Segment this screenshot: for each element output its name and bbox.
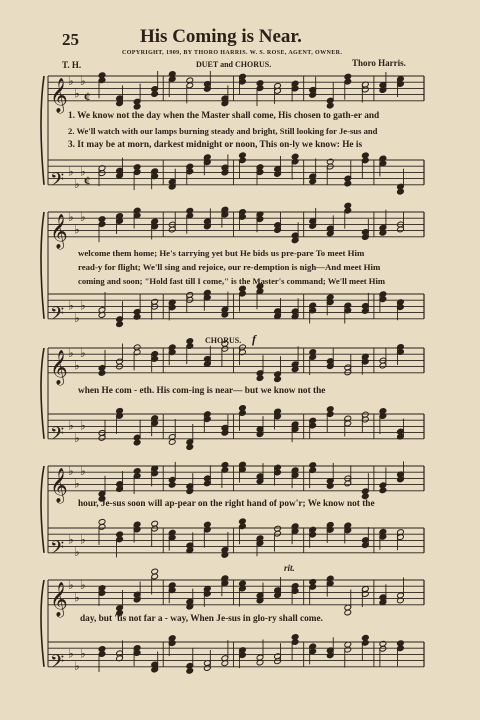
bass-note bbox=[274, 525, 282, 532]
key-flat: ♭ bbox=[68, 646, 74, 661]
bass-note bbox=[168, 439, 176, 446]
system-brace bbox=[41, 212, 44, 319]
bass-note bbox=[239, 518, 247, 525]
key-flat: ♭ bbox=[80, 210, 86, 225]
bass-note bbox=[239, 285, 247, 292]
bass-note bbox=[291, 634, 299, 641]
bass-note bbox=[309, 178, 317, 185]
page-number: 25 bbox=[62, 30, 79, 49]
key-flat: ♭ bbox=[74, 430, 80, 445]
key-flat: ♭ bbox=[68, 298, 74, 313]
chorus-line: when He com - eth. His com-ing is near— but we know not the bbox=[78, 386, 326, 396]
bass-note bbox=[116, 531, 124, 538]
system-brace bbox=[41, 580, 44, 667]
treble-note bbox=[274, 376, 282, 383]
bass-note bbox=[379, 640, 387, 647]
hymn-title: His Coming is Near. bbox=[140, 26, 302, 47]
key-flat: ♭ bbox=[68, 164, 74, 179]
treble-note bbox=[98, 370, 106, 377]
bass-note bbox=[98, 519, 106, 526]
treble-clef: 𝄞 bbox=[50, 349, 68, 385]
system-brace bbox=[41, 348, 44, 439]
treble-note bbox=[326, 483, 334, 490]
key-flat: ♭ bbox=[68, 464, 74, 479]
key-flat: ♭ bbox=[74, 86, 80, 101]
verse-line: welcome them home; He's tarrying yet but He bids us pre-pare To meet Him bbox=[78, 248, 365, 258]
treble-note bbox=[309, 462, 317, 469]
key-flat: ♭ bbox=[80, 346, 86, 361]
treble-clef: 𝄞 bbox=[50, 213, 68, 249]
bass-clef: 𝄢 bbox=[50, 651, 65, 677]
bass-note bbox=[397, 640, 405, 647]
treble-note bbox=[98, 72, 106, 79]
key-flat: ♭ bbox=[80, 74, 86, 89]
treble-note bbox=[344, 609, 352, 616]
bass-note bbox=[133, 439, 141, 446]
treble-note bbox=[151, 91, 159, 98]
bass-note bbox=[116, 321, 124, 328]
treble-note bbox=[186, 77, 194, 84]
copyright-notice: COPYRIGHT, 1909, BY THORO HARRIS. W. S. ROSE, AGENT, OWNER. bbox=[122, 50, 343, 56]
key-flat: ♭ bbox=[74, 222, 80, 237]
key-flat: ♭ bbox=[80, 464, 86, 479]
key-flat: ♭ bbox=[80, 164, 86, 179]
time-signature: ¢ bbox=[84, 172, 91, 188]
key-flat: ♭ bbox=[68, 578, 74, 593]
verse-line: 2. We'll watch with our lamps burning steady and bright, Still looking for Je-sus and bbox=[68, 126, 378, 136]
bass-note bbox=[397, 188, 405, 195]
bass-note bbox=[362, 152, 370, 159]
composer: Thoro Harris. bbox=[352, 58, 406, 68]
treble-note bbox=[379, 487, 387, 494]
treble-note bbox=[326, 102, 334, 109]
bass-note bbox=[326, 406, 334, 413]
key-flat: ♭ bbox=[68, 532, 74, 547]
treble-note bbox=[133, 468, 141, 475]
treble-note bbox=[256, 80, 264, 87]
dynamic-mark: f bbox=[252, 332, 256, 346]
key-flat: ♭ bbox=[74, 358, 80, 373]
bass-note bbox=[151, 520, 159, 527]
bass-note bbox=[379, 408, 387, 415]
verse-line: coming and soon; "Hold fast till I come," is the Master's command; We'll meet Him bbox=[78, 276, 386, 286]
chorus-label: CHORUS. bbox=[205, 336, 242, 345]
treble-note bbox=[221, 462, 229, 469]
treble-note bbox=[151, 568, 159, 575]
treble-clef: 𝄞 bbox=[50, 467, 68, 503]
treble-note bbox=[186, 207, 194, 214]
treble-note bbox=[133, 344, 141, 351]
key-flat: ♭ bbox=[68, 418, 74, 433]
key-flat: ♭ bbox=[68, 74, 74, 89]
key-flat: ♭ bbox=[74, 176, 80, 191]
bass-note bbox=[186, 667, 194, 674]
bass-clef: 𝄢 bbox=[50, 537, 65, 563]
bass-note bbox=[133, 164, 141, 171]
bass-note bbox=[204, 521, 212, 528]
treble-note bbox=[309, 579, 317, 586]
treble-clef: 𝄞 bbox=[50, 77, 68, 113]
key-flat: ♭ bbox=[74, 590, 80, 605]
lyricist: T. H. bbox=[62, 60, 82, 70]
ritardando-mark: rit. bbox=[284, 563, 295, 573]
verse-line: 1. We know not the day when the Master shall come, His chosen to gath-er and bbox=[68, 111, 380, 121]
part-label: DUET and CHORUS. bbox=[196, 60, 272, 69]
treble-clef: 𝄞 bbox=[50, 581, 68, 617]
key-flat: ♭ bbox=[80, 646, 86, 661]
bass-note bbox=[98, 646, 106, 653]
key-flat: ♭ bbox=[80, 298, 86, 313]
key-flat: ♭ bbox=[74, 310, 80, 325]
bass-note bbox=[344, 180, 352, 187]
treble-note bbox=[186, 338, 194, 345]
key-flat: ♭ bbox=[68, 346, 74, 361]
verse-line: read-y for flight; We'll sing and rejoice, our re-demption is nigh—And meet Him bbox=[78, 262, 381, 272]
verse-line: 3. It may be at morn, darkest midnight or noon, This on-ly we know: He is bbox=[68, 140, 363, 150]
chorus-line: hour, Je-sus soon will ap-pear on the right hand of pow'r; We know not the bbox=[78, 499, 375, 509]
treble-note bbox=[397, 597, 405, 604]
bass-note bbox=[239, 405, 247, 412]
bass-note bbox=[116, 408, 124, 415]
bass-clef: 𝄢 bbox=[50, 423, 65, 449]
key-flat: ♭ bbox=[68, 210, 74, 225]
key-flat: ♭ bbox=[74, 544, 80, 559]
bass-clef: 𝄢 bbox=[50, 169, 65, 195]
treble-note bbox=[133, 103, 141, 110]
bass-note bbox=[186, 444, 194, 451]
bass-note bbox=[291, 153, 299, 160]
treble-note bbox=[344, 202, 352, 209]
key-flat: ♭ bbox=[74, 658, 80, 673]
treble-note bbox=[256, 375, 264, 382]
bass-note bbox=[326, 158, 334, 165]
time-signature: ¢ bbox=[84, 88, 91, 104]
bass-note bbox=[362, 634, 370, 641]
key-flat: ♭ bbox=[80, 578, 86, 593]
key-flat: ♭ bbox=[74, 476, 80, 491]
system-brace bbox=[41, 466, 44, 553]
bass-note bbox=[239, 152, 247, 159]
treble-note bbox=[344, 73, 352, 80]
chorus-line: day, but 'tis not far a - way, When Je-sus in glo-ry shall come. bbox=[80, 614, 323, 624]
bass-clef: 𝄢 bbox=[50, 303, 65, 329]
system-brace bbox=[41, 76, 44, 185]
treble-note bbox=[98, 216, 106, 223]
treble-note bbox=[168, 481, 176, 488]
key-flat: ♭ bbox=[80, 532, 86, 547]
key-flat: ♭ bbox=[80, 418, 86, 433]
